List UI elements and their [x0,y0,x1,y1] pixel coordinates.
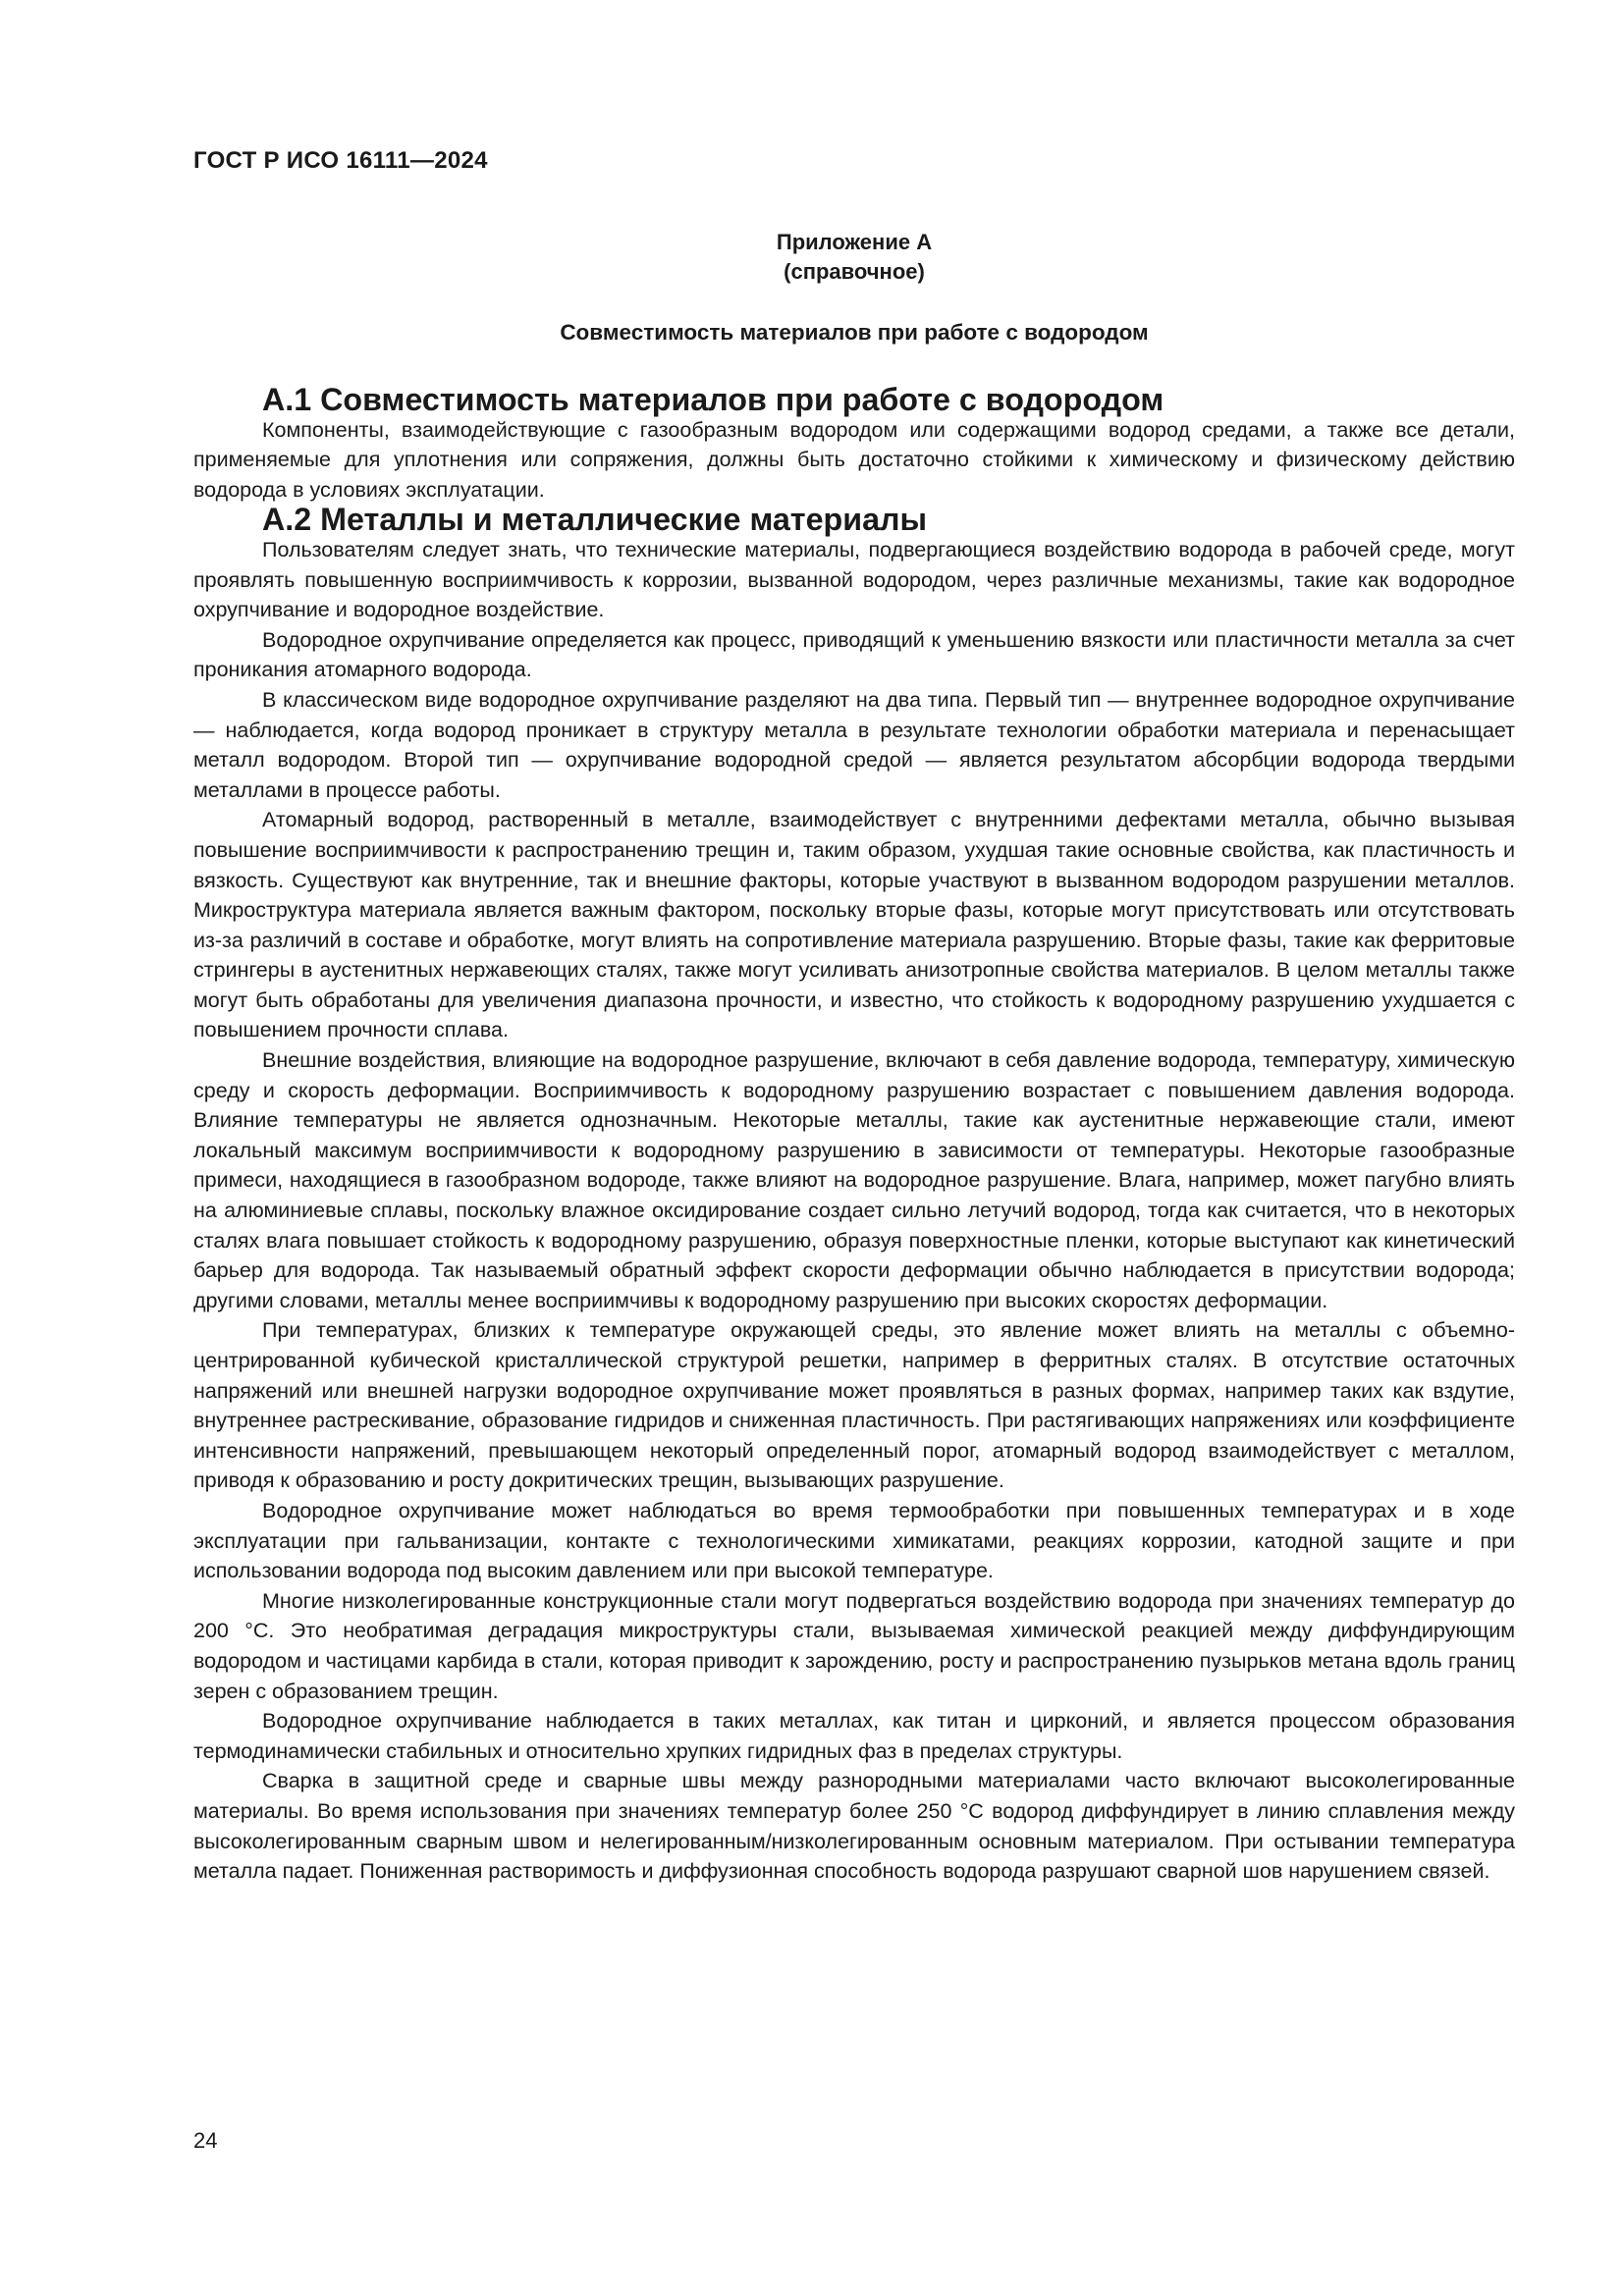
document-code-header: ГОСТ Р ИСО 16111—2024 [193,147,488,174]
appendix-title: Совместимость материалов при работе с водородом [560,320,1149,345]
paragraph: Водородное охрупчивание может наблюдаться во время термообработки при повышенных температурах и в ходе эксплуатации при гальванизации, контакте с технологическими химикатами, реакциях коррозии, катодной защите и при использовании водорода под высоким давлением или при высокой температуре. [193,1498,1515,1583]
paragraph: При температурах, близких к температуре окружающей среды, это явление может влиять на металлы с объемно-центрированной кубической кристаллической структурой решетки, например в ферритных сталях. В отсутствие остаточных напряжений или внешней нагрузки водородное охрупчивание может проявляться в разных формах, например таких как вздутие, внутреннее растрескивание, образование гидридов и сниженная пластичность. При растягивающих напряжениях или коэффициенте интенсивности напряжений, превышающем некоторый определенный порог, атомарный водород взаимодействует с металлом, приводя к образованию и росту докритических трещин, вызывающих разрушение. [193,1318,1515,1493]
paragraph: Атомарный водород, растворенный в металле, взаимодействует с внутренними дефектами металла, обычно вызывая повышение восприимчивости к распространению трещин и, таким образом, ухудшая такие основные свойства, как пластичность и вязкость. Существуют как внутренние, так и внешние факторы, которые участвуют в вызванном водородом разрушении металлов. Микроструктура материала является важным фактором, поскольку вторые фазы, которые могут присутствовать или отсутствовать из-за различий в составе и обработке, могут влиять на сопротивление материала разрушению. Вторые фазы, такие как ферритовые стрингеры в аустенитных нержавеющих сталях, также могут усиливать анизотропные свойства материалов. В целом металлы также могут быть обработаны для увеличения диапазона прочности, и известно, что стойкость к водородному разрушению ухудшается с повышением прочности сплава. [193,808,1515,1042]
paragraph: Водородное охрупчивание определяется как процесс, приводящий к уменьшению вязкости или пластичности металла за счет проникания атомарного водорода. [193,627,1515,682]
section-heading-a1: А.1 Совместимость материалов при работе с водородом [262,382,1164,417]
document-body [193,382,1515,1887]
page-number: 24 [193,2128,218,2153]
section-heading-a2: А.2 Металлы и металлические материалы [262,502,928,538]
paragraph: Компоненты, взаимодействующие с газообразным водородом или содержащими водород средами, а также все детали, применяемые для уплотнения или сопряжения, должны быть достаточно стойкими к химическому и физическому действию водорода в условиях эксплуатации. [193,417,1515,502]
paragraph: Сварка в защитной среде и сварные швы между разнородными материалами часто включают высоколегированные материалы. Во время использования при значениях температур более 250 °С водород диффундирует в линию сплавления между высоколегированным сварным швом и нелегированным/низколегированным основным материалом. При остывании температура металла падает. Пониженная растворимость и диффузионная способность водорода разрушают сварной шов нарушением связей. [193,1769,1515,1884]
paragraph: Пользователям следует знать, что технические материалы, подвергающиеся воздействию водорода в рабочей среде, могут проявлять повышенную восприимчивость к коррозии, вызванной водородом, через различные механизмы, такие как водородное охрупчивание и водородное воздействие. [193,537,1515,622]
paragraph: В классическом виде водородное охрупчивание разделяют на два типа. Первый тип — внутреннее водородное охрупчивание — наблюдается, когда водород проникает в структуру металла в результате технологии обработки материала и перенасыщает металл водородом. Второй тип — охрупчивание водородной средой — является результатом абсорбции водорода твердыми металлами в процессе работы. [193,687,1515,802]
appendix-label-block [193,228,1515,287]
paragraph: Многие низколегированные конструкционные стали могут подвергаться воздействию водорода при значениях температур до 200 °С. Это необратимая деградация микроструктуры стали, вызываемая химической реакцией между диффундирующим водородом и частицами карбида в стали, которая приводит к зарождению, росту и распространению пузырьков метана вдоль границ зерен с образованием трещин. [193,1588,1515,1703]
paragraph: Внешние воздействия, влияющие на водородное разрушение, включают в себя давление водорода, температуру, химическую среду и скорость деформации. Восприимчивость к водородному разрушению возрастает с повышением давления водорода. Влияние температуры не является однозначным. Некоторые металлы, такие как аустенитные нержавеющие стали, имеют локальный максимум восприимчивости к водородному разрушению в зависимости от температуры. Некоторые газообразные примеси, находящиеся в газообразном водороде, также влияют на водородное разрушение. Влага, например, может пагубно влиять на алюминиевые сплавы, поскольку влажное оксидирование создает сильно летучий водород, тогда как считается, что в некоторых сталях влага повышает стойкость к водородному разрушению, образуя поверхностные пленки, которые выступают как кинетический барьер для водорода. Так называемый обратный эффект скорости деформации обычно наблюдается в присутствии водорода; другими словами, металлы менее восприимчивы к водородному разрушению при высоких скоростях деформации. [193,1048,1515,1312]
appendix-type: (справочное) [784,259,925,284]
paragraph: Водородное охрупчивание наблюдается в таких металлах, как титан и цирконий, и является процессом образования термодинамически стабильных и относительно хрупких гидридных фаз в пределах структуры. [193,1709,1515,1763]
appendix-label: Приложение А [776,230,933,254]
